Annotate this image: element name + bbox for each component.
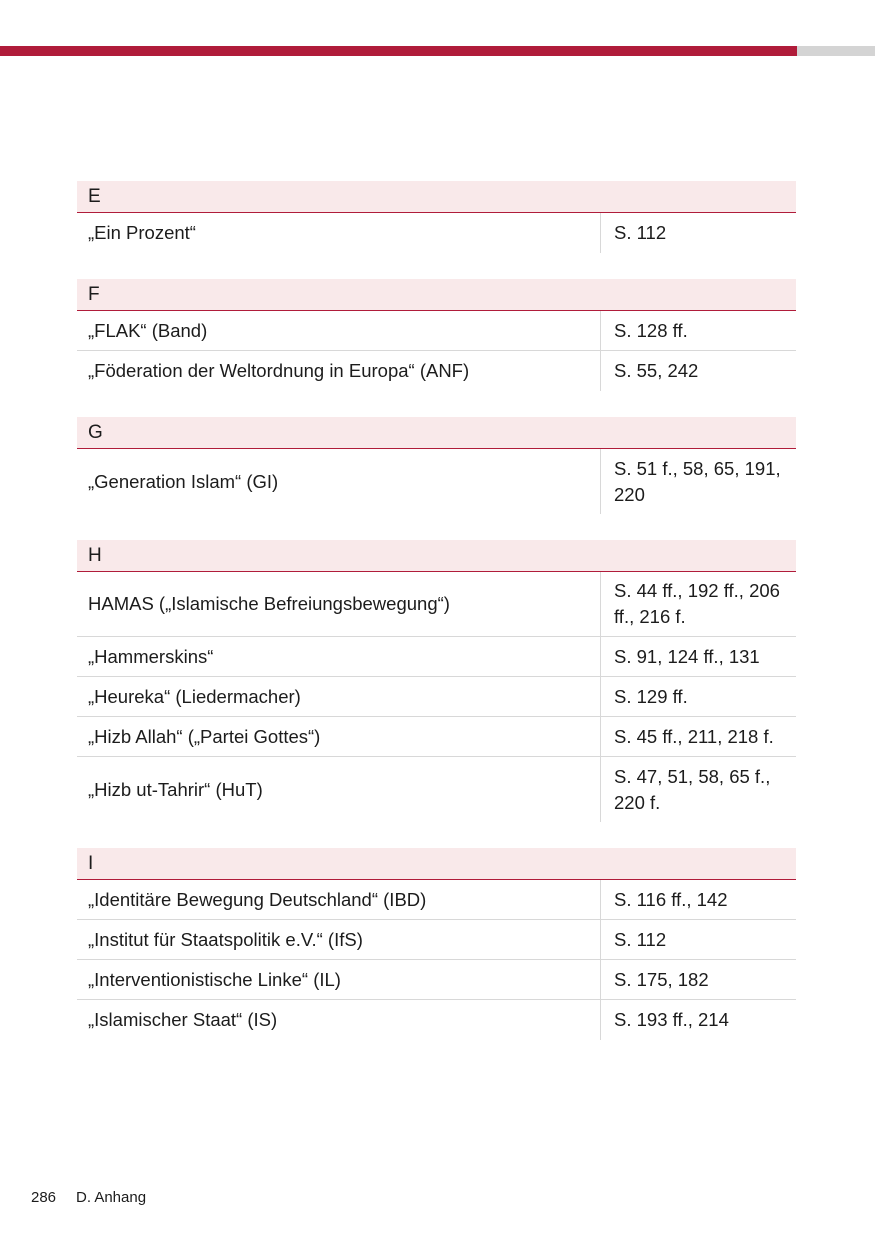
index-section-h (77, 540, 796, 822)
index-row (77, 637, 796, 677)
index-section-e (77, 181, 796, 253)
index-term: „Hizb ut-Tahrir“ (HuT) (77, 757, 601, 822)
index-term: „Föderation der Weltordnung in Europa“ (ANF) (77, 351, 601, 391)
index-term: „Ein Prozent“ (77, 213, 601, 253)
footer-section-title: D. Anhang (76, 1189, 147, 1206)
section-letter: I (77, 848, 796, 880)
index-row (77, 449, 796, 514)
index-pages: S. 45 ff., 211, 218 f. (614, 725, 774, 747)
index-row (77, 1000, 796, 1040)
page-number: 286 (31, 1189, 57, 1206)
index-term: „Islamischer Staat“ (IS) (77, 1000, 601, 1040)
index-row (77, 717, 796, 757)
index-pages: S. 91, 124 ff., 131 (614, 645, 760, 667)
header-accent-bar-grey (797, 46, 875, 56)
index-row (77, 920, 796, 960)
section-letter: G (77, 417, 796, 449)
index-row (77, 880, 796, 920)
index-term: „Institut für Staatspolitik e.V.“ (IfS) (77, 920, 601, 959)
index-pages: S. 175, 182 (614, 968, 709, 990)
index-section-f (77, 279, 796, 391)
section-letter: F (77, 279, 796, 311)
index-term: „FLAK“ (Band) (77, 311, 601, 350)
index-pages: S. 55, 242 (614, 360, 699, 381)
index-row (77, 677, 796, 717)
index-pages: S. 44 ff., 192 ff., 206 ff., 216 f. (614, 580, 780, 627)
index-row (77, 757, 796, 822)
index-row (77, 572, 796, 637)
section-letter: E (77, 181, 796, 213)
page-footer (31, 1189, 146, 1206)
index-term: „Interventionistische Linke“ (IL) (77, 960, 601, 999)
index-term: „Identitäre Bewegung Deutschland“ (IBD) (77, 880, 601, 919)
index-pages: S. 193 ff., 214 (614, 1009, 729, 1030)
index-section-i (77, 848, 796, 1040)
index-row (77, 960, 796, 1000)
index-pages: S. 51 f., 58, 65, 191, 220 (614, 457, 781, 505)
header-accent-bar (0, 46, 797, 56)
index-pages: S. 47, 51, 58, 65 f., 220 f. (614, 765, 771, 813)
index-pages: S. 116 ff., 142 (614, 888, 728, 910)
index-pages: S. 128 ff. (614, 319, 688, 341)
index-table (77, 181, 796, 1066)
index-term: „Generation Islam“ (GI) (77, 449, 601, 514)
index-term: „Hammerskins“ (77, 637, 601, 676)
index-term: HAMAS („Islamische Befreiungsbewegung“) (77, 572, 601, 636)
index-pages: S. 112 (614, 222, 667, 243)
index-term: „Hizb Allah“ („Partei Gottes“) (77, 717, 601, 756)
index-pages: S. 129 ff. (614, 685, 688, 707)
index-row (77, 213, 796, 253)
index-row (77, 351, 796, 391)
index-pages: S. 112 (614, 928, 667, 950)
index-row (77, 311, 796, 351)
index-term: „Heureka“ (Liedermacher) (77, 677, 601, 716)
section-letter: H (77, 540, 796, 572)
index-section-g (77, 417, 796, 514)
